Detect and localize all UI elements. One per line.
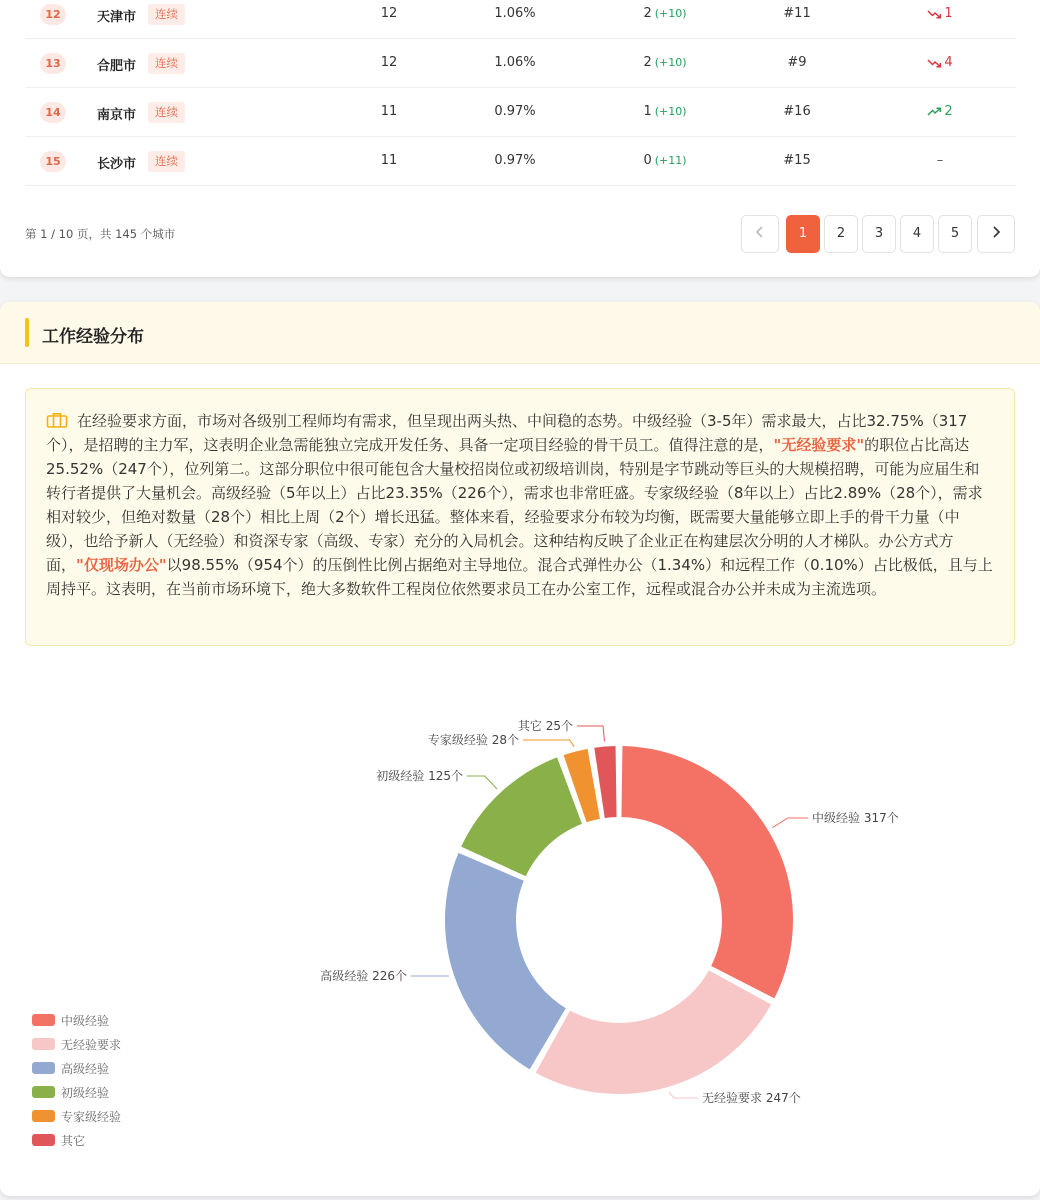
trend-down-icon bbox=[927, 58, 942, 68]
legend-label: 高级经验 bbox=[61, 1062, 110, 1076]
legend-label: 初级经验 bbox=[61, 1086, 110, 1100]
city-name: 天津市 bbox=[97, 10, 137, 25]
slice-label: 初级经验 125个 bbox=[376, 769, 463, 783]
rank-change-value: 1 bbox=[944, 6, 953, 21]
rank-badge: 14 bbox=[40, 102, 66, 123]
pagination-info: 第 1 / 10 页，共 145 个城市 bbox=[25, 227, 176, 241]
rank-change-value: 2 bbox=[944, 104, 953, 119]
legend-label: 中级经验 bbox=[61, 1014, 110, 1028]
job-count: 12 bbox=[380, 55, 398, 70]
slice-label: 其它 25个 bbox=[517, 719, 573, 733]
chevron-left-icon bbox=[755, 226, 765, 238]
highlight-onsite-only: "仅现场办公" bbox=[76, 556, 167, 574]
company-count bbox=[625, 153, 705, 168]
legend-swatch bbox=[32, 1134, 55, 1146]
company-count bbox=[625, 104, 705, 119]
status-tag: 连续 bbox=[148, 102, 185, 123]
status-tag: 连续 bbox=[148, 53, 185, 74]
page-button[interactable]: 5 bbox=[938, 215, 972, 253]
donut-slice[interactable] bbox=[534, 969, 772, 1095]
company-count bbox=[625, 6, 705, 21]
slice-label: 中级经验 317个 bbox=[812, 811, 899, 825]
highlight-no-experience: "无经验要求" bbox=[773, 436, 865, 454]
legend-swatch bbox=[32, 1014, 55, 1026]
status-tag: 连续 bbox=[148, 151, 185, 172]
legend-item[interactable] bbox=[32, 1036, 121, 1060]
legend-item[interactable] bbox=[32, 1108, 121, 1132]
legend-swatch bbox=[32, 1110, 55, 1122]
job-percent: 0.97% bbox=[494, 153, 536, 168]
city-name: 南京市 bbox=[97, 108, 137, 123]
previous-rank: #16 bbox=[783, 104, 811, 119]
table-row[interactable] bbox=[25, 137, 1016, 186]
slice-leader-line bbox=[523, 740, 574, 747]
legend-item[interactable] bbox=[32, 1132, 121, 1156]
slice-leader-line bbox=[467, 776, 497, 789]
previous-rank: #9 bbox=[787, 55, 807, 70]
job-count: 11 bbox=[380, 153, 398, 168]
legend-label: 专家级经验 bbox=[61, 1110, 122, 1124]
donut-slice[interactable] bbox=[444, 852, 567, 1071]
company-delta: (+10) bbox=[654, 7, 687, 20]
donut-slice[interactable] bbox=[620, 745, 794, 1000]
slice-leader-line bbox=[577, 726, 604, 742]
job-percent: 1.06% bbox=[494, 6, 536, 21]
company-delta: (+10) bbox=[654, 56, 687, 69]
rank-badge: 15 bbox=[40, 151, 66, 172]
legend-item[interactable] bbox=[32, 1060, 121, 1084]
table-row[interactable] bbox=[25, 0, 1016, 39]
trend-down-icon bbox=[927, 9, 942, 19]
legend-item[interactable] bbox=[32, 1012, 121, 1036]
rank-change bbox=[920, 55, 960, 70]
previous-rank: #11 bbox=[783, 6, 811, 21]
city-name: 合肥市 bbox=[97, 59, 137, 74]
legend-label: 其它 bbox=[61, 1134, 86, 1148]
experience-distribution-card bbox=[0, 302, 1040, 1196]
city-name: 长沙市 bbox=[97, 157, 137, 172]
page-button[interactable]: 3 bbox=[862, 215, 896, 253]
job-count: 12 bbox=[380, 6, 398, 21]
slice-leader-line bbox=[772, 818, 808, 828]
rank-change bbox=[920, 6, 960, 21]
table-row[interactable] bbox=[25, 88, 1016, 137]
analysis-text-2: 的职位占比高达25.52%（247个），位列第二。这部分职位中很可能包含大量校招岗位或初级培训岗，特别是字节跳动等巨头的大规模招聘，可能为应届生和转行者提供了大量机会。高级经验（5年以上）占比23.35%（226个），需求也非常旺盛。专家级经验（8年以上）占比2.89%（28个），需求相对较少，但绝对数量（28个）相比上周（2个）增长迅猛。整体来看，经验要求分布较为均衡，既需要大量能够立即上手的骨干力量（中级），也给予新人（无经验）和资深专家（高级、专家）充分的入局机会。这种结构反映了企业正在构建层次分明的人才梯队。办公方式方面， bbox=[46, 436, 983, 574]
company-value: 2 bbox=[643, 6, 652, 21]
legend-swatch bbox=[32, 1086, 55, 1098]
company-value: 2 bbox=[643, 55, 652, 70]
status-tag: 连续 bbox=[148, 4, 185, 25]
page-button[interactable]: 4 bbox=[900, 215, 934, 253]
experience-donut-chart bbox=[0, 302, 1040, 1196]
company-delta: (+10) bbox=[654, 105, 687, 118]
slice-leader-line bbox=[669, 1092, 698, 1098]
table-row[interactable] bbox=[25, 39, 1016, 88]
job-percent: 0.97% bbox=[494, 104, 536, 119]
legend-item[interactable] bbox=[32, 1084, 121, 1108]
legend-swatch bbox=[32, 1062, 55, 1074]
rank-change-value: 4 bbox=[944, 55, 953, 70]
slice-label: 专家级经验 28个 bbox=[427, 733, 519, 747]
prev-page-button[interactable] bbox=[741, 215, 779, 253]
company-count bbox=[625, 55, 705, 70]
rank-change-value: – bbox=[936, 153, 944, 168]
rank-change bbox=[920, 104, 960, 119]
job-count: 11 bbox=[380, 104, 398, 119]
job-percent: 1.06% bbox=[494, 55, 536, 70]
company-value: 0 bbox=[643, 153, 652, 168]
page-button[interactable]: 1 bbox=[786, 215, 820, 253]
previous-rank: #15 bbox=[783, 153, 811, 168]
slice-label: 无经验要求 247个 bbox=[702, 1091, 801, 1105]
company-value: 1 bbox=[643, 104, 652, 119]
chevron-right-icon bbox=[991, 226, 1001, 238]
legend-swatch bbox=[32, 1038, 55, 1050]
analysis-text-3: 以98.55%（954个）的压倒性比例占据绝对主导地位。混合式弹性办公（1.34%）和远程工作（0.10%）占比极低，且与上周持平。这表明，在当前市场环境下，绝大多数软件工程岗位依然要求员工在办公室工作，远程或混合办公并未成为主流选项。 bbox=[46, 556, 993, 598]
company-delta: (+11) bbox=[654, 154, 687, 167]
rank-badge: 12 bbox=[40, 4, 66, 25]
section-title: 工作经验分布 bbox=[42, 327, 144, 347]
trend-up-icon bbox=[927, 107, 942, 117]
rank-change bbox=[920, 153, 960, 168]
city-ranking-card bbox=[0, 0, 1040, 277]
slice-label: 高级经验 226个 bbox=[320, 969, 407, 983]
analysis-text-1: 在经验要求方面，市场对各级别工程师均有需求，但呈现出两头热、中间稳的态势。中级经验（3-5年）需求最大，占比32.75%（317个），是招聘的主力军，这表明企业急需能独立完成开发任务、具备一定项目经验的骨干员工。值得注意的是， bbox=[46, 412, 968, 454]
rank-badge: 13 bbox=[40, 53, 66, 74]
legend-label: 无经验要求 bbox=[61, 1038, 122, 1052]
page-button[interactable]: 2 bbox=[824, 215, 858, 253]
chart-legend bbox=[32, 1012, 121, 1156]
next-page-button[interactable] bbox=[977, 215, 1015, 253]
